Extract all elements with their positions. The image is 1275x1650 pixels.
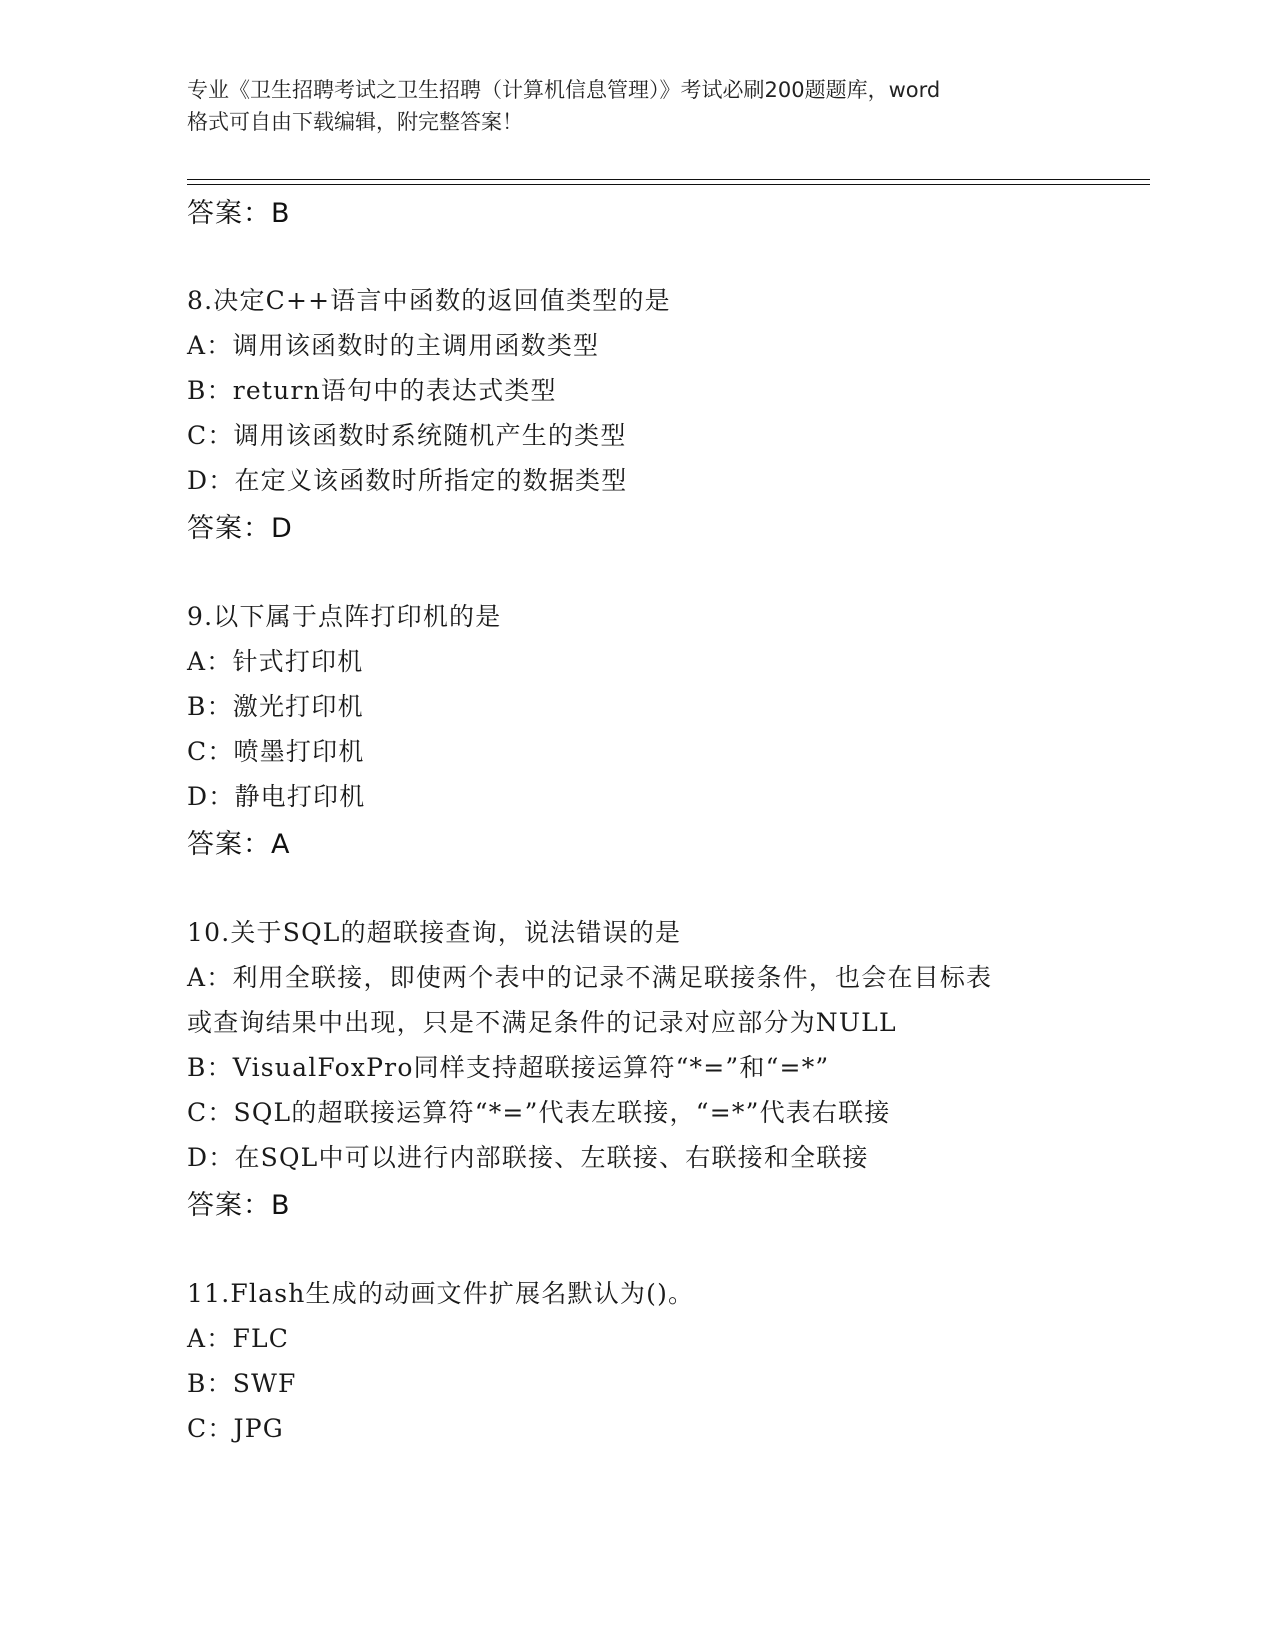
option-d: D：静电打印机 <box>187 782 366 811</box>
answer: 答案：B <box>187 1190 291 1221</box>
question-stem: 11.Flash生成的动画文件扩展名默认为()。 <box>187 1279 695 1308</box>
header-line-1: 专业《卫生招聘考试之卫生招聘（计算机信息管理）》考试必刷200题题库，word <box>187 78 941 102</box>
option-a: A：调用该函数时的主调用函数类型 <box>187 331 600 360</box>
option-c: C：JPG <box>187 1414 284 1443</box>
option-b: B：SWF <box>187 1369 297 1398</box>
option-c: C：调用该函数时系统随机产生的类型 <box>187 421 627 450</box>
header-divider-bottom <box>187 184 1150 185</box>
question-stem: 8.决定C++语言中函数的返回值类型的是 <box>187 286 671 315</box>
header-divider-top <box>187 179 1150 180</box>
question-stem: 10.关于SQL的超联接查询，说法错误的是 <box>187 918 682 947</box>
option-a: A：FLC <box>187 1324 290 1353</box>
answer: 答案：A <box>187 829 291 860</box>
answer: 答案：D <box>187 513 293 544</box>
option-d: D：在SQL中可以进行内部联接、左联接、右联接和全联接 <box>187 1143 869 1172</box>
option-b: B：激光打印机 <box>187 692 364 721</box>
previous-answer: 答案：B <box>187 198 291 229</box>
option-b: B：VisualFoxPro同样支持超联接运算符“*=”和“=*” <box>187 1053 830 1082</box>
option-a: A：针式打印机 <box>187 647 364 676</box>
document-header <box>187 74 1087 138</box>
option-c: C：喷墨打印机 <box>187 737 365 766</box>
option-c: C：SQL的超联接运算符“*=”代表左联接，“=*”代表右联接 <box>187 1098 891 1127</box>
option-b: B：return语句中的表达式类型 <box>187 376 557 405</box>
option-a: A：利用全联接，即使两个表中的记录不满足联接条件，也会在目标表 <box>187 963 993 992</box>
option-d: D：在定义该函数时所指定的数据类型 <box>187 466 628 495</box>
header-line-2: 格式可自由下载编辑，附完整答案！ <box>187 110 523 134</box>
question-stem: 9.以下属于点阵打印机的是 <box>187 602 502 631</box>
option-a-continued: 或查询结果中出现，只是不满足条件的记录对应部分为NULL <box>187 1008 897 1037</box>
